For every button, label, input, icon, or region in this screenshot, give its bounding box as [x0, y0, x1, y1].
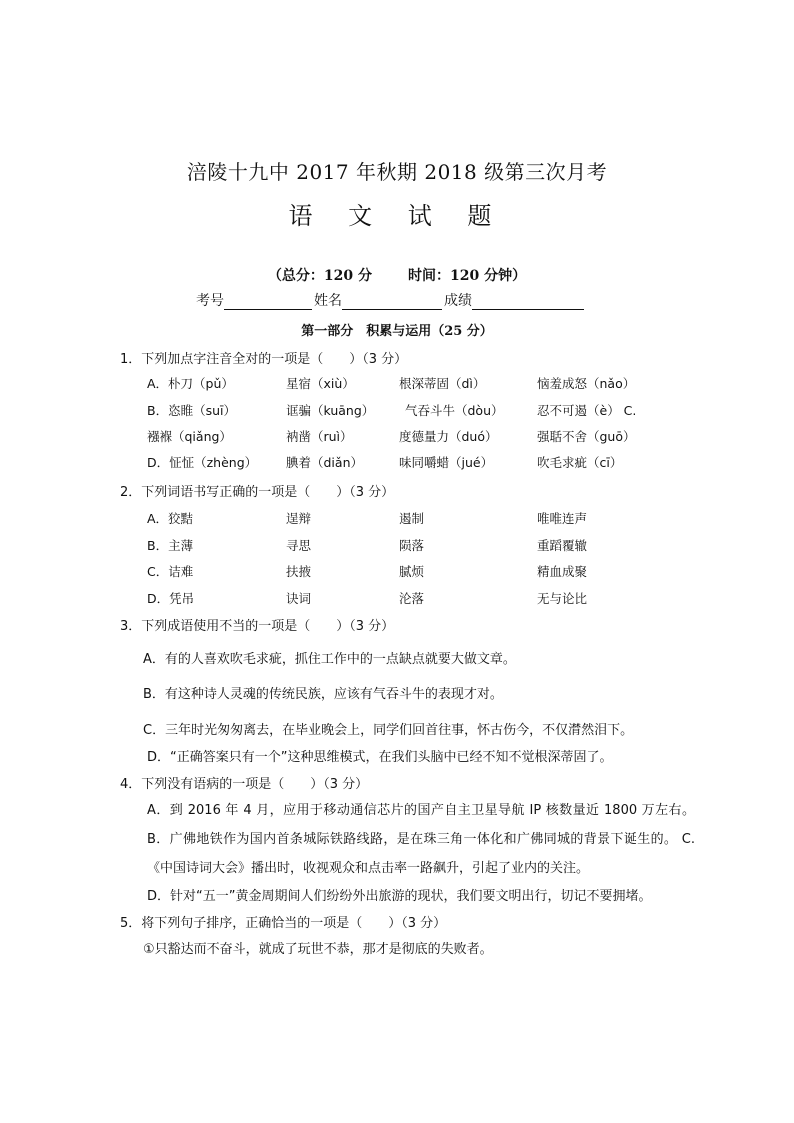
q1-cell: 度德量力（duó）: [399, 429, 498, 444]
exam-meta: [0, 265, 794, 285]
q1-cell: 忍不可遏（è） C.: [537, 403, 637, 418]
time-label: 时间：120 分钟）: [408, 268, 527, 284]
q2-cell: 遏制: [399, 511, 425, 526]
q1-cell: 恼羞成怒（nǎo）: [537, 376, 636, 391]
q2-cell: 诀词: [286, 591, 312, 606]
student-info-line: [196, 290, 586, 310]
q1-cell: 强聒不舍（guō）: [537, 429, 636, 444]
score-label: 成绩: [444, 293, 472, 309]
total-score-label: （总分：120 分: [267, 268, 372, 284]
q2-cell: B．主薄: [147, 538, 194, 553]
q1-cell: 衲凿（ruì）: [286, 429, 353, 444]
q5-item-1: ①只豁达而不奋斗，就成了玩世不恭，那才是彻底的失败者。: [143, 942, 493, 957]
exam-no-label: 考号: [196, 293, 224, 309]
question-3-stem: 3．下列成语使用不当的一项是（ ）（3 分）: [120, 619, 395, 634]
q2-cell: 逞辩: [286, 511, 312, 526]
q2-cell: 唯唯连声: [537, 511, 588, 526]
name-label: 姓名: [314, 293, 342, 309]
question-4-stem: 4．下列没有语病的一项是（ ）（3 分）: [120, 777, 369, 792]
q3-option-b: B．有这种诗人灵魂的传统民族，应该有气吞斗牛的表现才对。: [143, 687, 503, 702]
q1-cell: 味同嚼蜡（jué）: [399, 455, 494, 470]
q3-option-a: A．有的人喜欢吹毛求疵，抓住工作中的一点缺点就要大做文章。: [143, 652, 516, 667]
question-2-stem: 2．下列词语书写正确的一项是（ ）（3 分）: [120, 485, 395, 500]
q2-cell: C．诘难: [147, 564, 194, 579]
q1-cell: B．恣睢（suī）: [147, 403, 236, 418]
exam-title: 涪陵十九中 2017 年秋期 2018 级第三次月考: [186, 160, 608, 184]
q2-cell: 腻烦: [399, 564, 425, 579]
q2-cell: 重蹈覆辙: [537, 538, 588, 553]
q2-cell: 扶掖: [286, 564, 312, 579]
q4-options-paragraph: A．到 2016 年 4 月，应用于移动通信芯片的国产自主卫星导航 IP 核数量近 1800 万左右。B．广佛地铁作为国内首条城际铁路线路，是在珠三角一体化和广佛同城的背景下诞生的。 C.《中国诗词大会》播出时，收视观众和点击率一路飙升，引起了业内的关注。: [147, 803, 695, 876]
q2-cell: 陨落: [399, 538, 425, 553]
q1-cell: 诓骗（kuāng）: [286, 403, 375, 418]
q1-cell: 根深蒂固（dì）: [399, 376, 486, 391]
question-5-stem: 5．将下列句子排序，正确恰当的一项是（ ）（3 分）: [120, 916, 447, 931]
exam-no-blank[interactable]: [224, 295, 312, 310]
q1-cell: 气吞斗牛（dòu）: [405, 403, 504, 418]
name-blank[interactable]: [342, 295, 442, 310]
question-1-stem: 1．下列加点字注音全对的一项是（ ）（3 分）: [120, 352, 408, 367]
section-heading: 第一部分 积累与运用（25 分）: [301, 324, 493, 339]
exam-subtitle: 语 文 试 题: [288, 202, 506, 230]
q1-cell: 腆着（diǎn）: [286, 455, 363, 470]
q3-option-c: C．三年时光匆匆离去，在毕业晚会上，同学们回首往事，怀古伤今，不仅潸然泪下。: [143, 723, 634, 738]
q2-cell: 精血成聚: [537, 564, 588, 579]
score-blank[interactable]: [472, 295, 584, 310]
q2-cell: D．凭吊: [147, 591, 195, 606]
q2-cell: 沦落: [399, 591, 425, 606]
q1-cell: 星宿（xiù）: [286, 376, 355, 391]
q2-cell: 寻思: [286, 538, 312, 553]
q1-cell: 吹毛求疵（cī）: [537, 455, 623, 470]
q2-cell: 无与论比: [537, 591, 588, 606]
q4-option-d: D．针对“五一”黄金周期间人们纷纷外出旅游的现状，我们要文明出行，切记不要拥堵。: [147, 889, 652, 904]
q1-cell: 襁褓（qiǎng）: [147, 429, 232, 444]
q1-cell: D．怔怔（zhèng）: [147, 455, 258, 470]
q1-cell: A．朴刀（pǔ）: [147, 376, 234, 391]
q2-cell: A．狡黠: [147, 511, 194, 526]
q3-option-d: D．“正确答案只有一个”这种思维模式，在我们头脑中已经不知不觉根深蒂固了。: [147, 750, 613, 765]
